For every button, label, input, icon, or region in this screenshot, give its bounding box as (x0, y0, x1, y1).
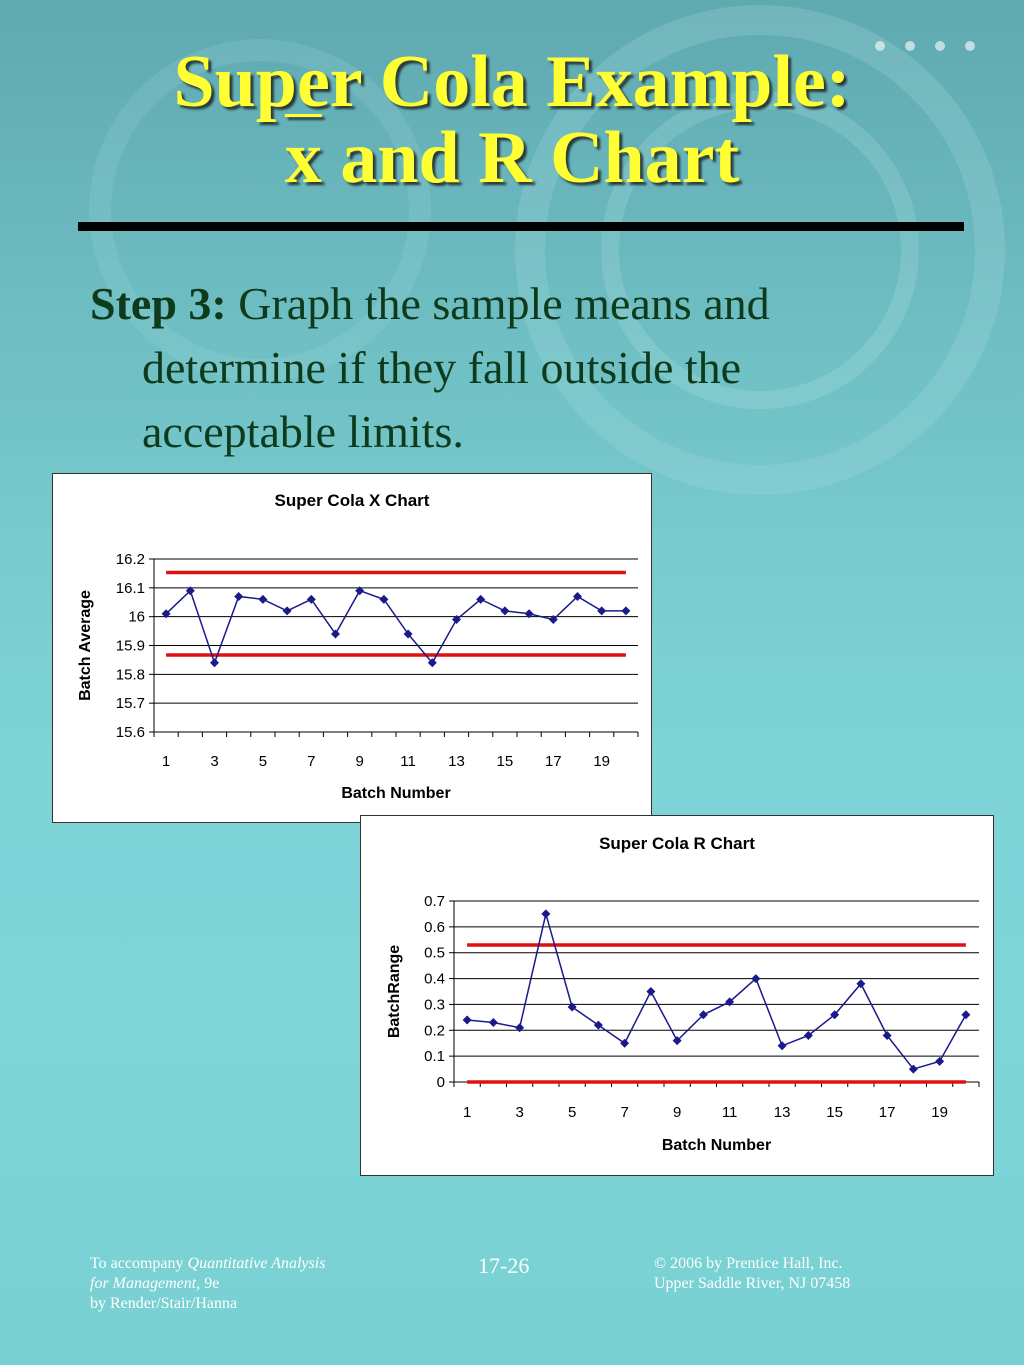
r-chart-svg (361, 816, 993, 1175)
data-point (646, 987, 655, 996)
data-point (621, 606, 630, 615)
slide-title (0, 41, 1024, 199)
x-tick-label: 19 (931, 1104, 948, 1121)
x-tick-label: 9 (355, 753, 364, 770)
x-tick-label: 1 (161, 753, 171, 770)
y-axis-label: BatchRange (386, 944, 403, 1039)
data-point (489, 1018, 498, 1027)
x-tick-label: 9 (672, 1104, 682, 1121)
data-point (379, 595, 388, 604)
y-tick-label: 0.7 (424, 893, 445, 910)
x-tick-label: 17 (878, 1104, 896, 1121)
data-point (515, 1023, 524, 1032)
y-tick-label: 0.2 (424, 1022, 445, 1040)
slide-number: 17-26 (478, 1253, 530, 1278)
data-point (568, 1003, 577, 1012)
footer-address: Upper Saddle River, NJ 07458 (654, 1275, 851, 1292)
x-tick-label: 7 (307, 753, 316, 770)
y-tick-label: 15.7 (115, 695, 145, 713)
x-tick-label: 13 (773, 1104, 791, 1121)
data-point (935, 1057, 944, 1066)
y-tick-label: 0 (436, 1074, 445, 1091)
footer-copyright: © 2006 by Prentice Hall, Inc. (654, 1255, 843, 1272)
y-tick-label: 16 (128, 608, 145, 626)
x-tick-label: 17 (544, 753, 562, 770)
y-axis-label: Batch Average (77, 590, 94, 701)
data-point (594, 1021, 603, 1030)
step-label: Step 3: (90, 278, 227, 329)
y-tick-label: 15.8 (115, 666, 145, 684)
footer-authors: by Render/Stair/Hanna (90, 1295, 238, 1312)
data-point (463, 1015, 472, 1024)
data-point (307, 595, 316, 604)
data-point (500, 606, 509, 615)
x-chart-panel (52, 473, 652, 823)
x-tick-label: 11 (721, 1104, 738, 1121)
r-chart-panel (360, 815, 994, 1176)
x-tick-label: 3 (515, 1104, 524, 1121)
data-point (258, 595, 267, 604)
footer-edition: 9e (200, 1275, 220, 1292)
y-tick-label: 0.3 (424, 996, 445, 1014)
title-rest: and R Chart (321, 117, 740, 199)
title-divider (78, 222, 964, 231)
data-point (597, 606, 606, 615)
chart-title: Super Cola R Chart (599, 834, 755, 853)
x-axis-label: Batch Number (661, 1137, 772, 1154)
x-tick-label: 5 (258, 753, 268, 770)
x-tick-label: 7 (620, 1104, 629, 1121)
y-tick-label: 15.6 (115, 724, 145, 741)
data-point (234, 592, 243, 601)
y-tick-label: 0.6 (424, 918, 445, 936)
step-paragraph (90, 272, 970, 464)
data-point (331, 629, 340, 638)
data-point (778, 1041, 787, 1050)
data-point (961, 1010, 970, 1019)
step-text-1: Graph the sample means and (226, 278, 770, 329)
x-tick-label: 13 (448, 753, 465, 770)
y-tick-label: 0.4 (424, 970, 445, 988)
data-point (541, 909, 550, 918)
y-tick-label: 0.1 (424, 1048, 445, 1066)
y-tick-label: 16.2 (115, 551, 145, 568)
series-line (467, 914, 966, 1069)
footer-prefix: To accompany (90, 1255, 188, 1272)
x-tick-label: 15 (826, 1104, 843, 1121)
footer-book-title-1: Quantitative Analysis (187, 1255, 326, 1272)
x-axis-label: Batch Number (341, 785, 451, 802)
x-tick-label: 15 (496, 753, 514, 770)
title-line-1: Super Cola Example: (173, 41, 851, 123)
data-point (620, 1039, 629, 1048)
step-text-3: acceptable limits. (142, 406, 464, 457)
data-point (283, 606, 292, 615)
y-tick-label: 15.9 (115, 637, 145, 655)
step-text-2: determine if they fall outside the (142, 342, 742, 393)
x-tick-label: 19 (593, 753, 611, 770)
x-chart-svg (53, 474, 651, 822)
x-tick-label: 3 (210, 753, 219, 770)
x-tick-label: 11 (400, 753, 416, 770)
footer-left (90, 1254, 325, 1314)
title-line-2 (0, 117, 1024, 199)
series-line (166, 591, 626, 663)
footer-right (654, 1254, 850, 1294)
y-tick-label: 0.5 (424, 944, 445, 962)
x-tick-label: 5 (567, 1104, 577, 1121)
data-point (210, 658, 219, 667)
footer-book-title-2: for Management, (90, 1275, 201, 1292)
chart-title: Super Cola X Chart (274, 491, 430, 510)
title-x-bar: $\overline{x}$ (284, 117, 322, 199)
x-tick-label: 1 (462, 1104, 472, 1121)
y-tick-label: 16.1 (115, 579, 145, 597)
